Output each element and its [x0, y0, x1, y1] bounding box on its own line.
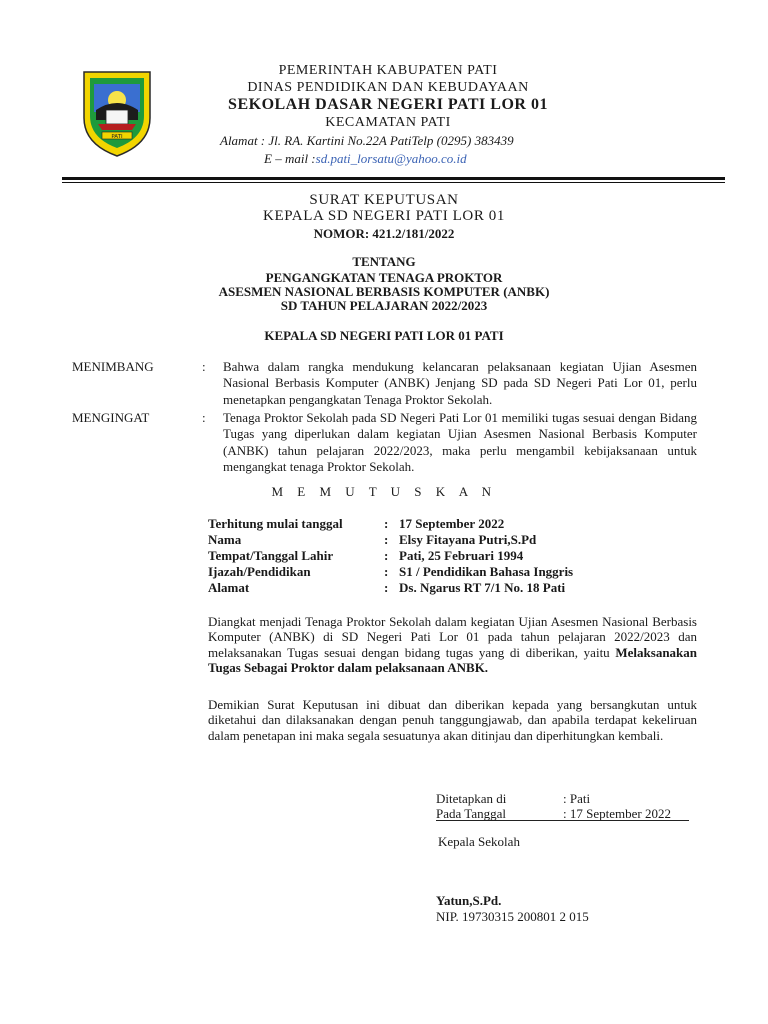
place-label: Ditetapkan di [436, 791, 507, 806]
table-row [208, 516, 573, 532]
appointment-task: Melaksanakan Tugas Sebagai Proktor dalam pelaksanaan ANBK. [208, 644, 698, 676]
district-name: KECAMATAN PATI [325, 115, 451, 130]
consideration-colon: : [202, 410, 206, 425]
detail-colon: : [384, 532, 389, 547]
consideration-colon: : [202, 359, 206, 374]
department-name: DINAS PENDIDIKAN DAN KEBUDAYAAN [247, 80, 529, 95]
consideration-text-mengingat: Tenaga Proktor Sekolah pada SD Negeri Pati Lor 01 memiliki tugas sesuai dengan Bidang Tugas yang diperlukan dalam kegiatan Ujian Asesmen Nasional Berbasis Komputer (ANBK) tahun pelajaran 2022/2023, maka perlu mengambil kebijaksanaan untuk mengangkat tenaga Proktor Sekolah. [223, 410, 697, 474]
date-underline [436, 820, 689, 821]
school-crest-logo [78, 66, 156, 158]
signer-position: Kepala Sekolah [438, 834, 520, 849]
appointment-paragraph [208, 614, 697, 676]
detail-colon: : [384, 548, 389, 563]
subject-line-2: ASESMEN NASIONAL BERBASIS KOMPUTER (ANBK) [218, 284, 550, 299]
consideration-text-menimbang: Bahwa dalam rangka mendukung kelancaran pelaksanaan kegiatan Ujian Asesmen Nasional Berbasis Komputer (ANBK) Jenjang SD pada SD Negeri Pati Lor 01, perlu menetapkan pengangkatan Tenaga Proktor Sekolah. [223, 359, 697, 407]
place-value: : Pati [563, 791, 591, 806]
logo-text: PATI [111, 134, 123, 140]
detail-colon: : [384, 564, 389, 579]
letterhead-rule-thick [62, 177, 725, 180]
decides-heading: M E M U T U S K A N [271, 484, 497, 499]
detail-key: Alamat [208, 580, 250, 595]
government-name: PEMERINTAH KABUPATEN PATI [278, 63, 498, 78]
authority-heading: KEPALA SD NEGERI PATI LOR 01 PATI [264, 328, 504, 343]
email-link[interactable]: sd.pati_lorsatu@yahoo.co.id [315, 151, 467, 166]
school-email-line [264, 151, 467, 167]
decree-title: SURAT KEPUTUSAN [309, 192, 459, 208]
date-label: Pada Tanggal [436, 806, 506, 821]
email-label: E – mail : [264, 151, 316, 166]
table-row [208, 548, 573, 564]
detail-key: Ijazah/Pendidikan [208, 564, 311, 579]
appointee-details-table [208, 516, 573, 596]
signer-name: Yatun,S.Pd. [436, 893, 502, 908]
detail-value: Ds. Ngarus RT 7/1 No. 18 Pati [399, 580, 566, 595]
detail-value: S1 / Pendidikan Bahasa Inggris [399, 564, 574, 579]
subject-line-1: PENGANGKATAN TENAGA PROKTOR [265, 270, 503, 285]
consideration-label-menimbang: MENIMBANG [72, 359, 154, 374]
detail-value: 17 September 2022 [399, 516, 505, 531]
detail-key: Terhitung mulai tanggal [208, 516, 343, 531]
subject-line-3: SD TAHUN PELAJARAN 2022/2023 [280, 298, 488, 313]
table-row [208, 580, 573, 596]
appointment-text: Diangkat menjadi Tenaga Proktor Sekolah dalam kegiatan Ujian Asesmen Nasional Berbasis Komputer (ANBK) di SD Negeri Pati Lor 01 pada tahun pelajaran 2022/2023 dan melaksanakan Tugas sesuai dengan bidang tugas yang di diberikan, yaitu [208, 614, 697, 660]
school-name: SEKOLAH DASAR NEGERI PATI LOR 01 [228, 96, 548, 113]
consideration-label-mengingat: MENGINGAT [72, 410, 150, 425]
detail-key: Nama [208, 532, 242, 547]
detail-value: Elsy Fitayana Putri,S.Pd [399, 532, 537, 547]
table-row [208, 532, 573, 548]
signer-nip: NIP. 19730315 200801 2 015 [436, 909, 589, 924]
detail-colon: : [384, 580, 389, 595]
about-heading: TENTANG [352, 254, 416, 269]
detail-colon: : [384, 516, 389, 531]
letterhead-rule-thin [62, 182, 725, 183]
closing-paragraph: Demikian Surat Keputusan ini dibuat dan diberikan kepada yang bersangkutan untuk diketahui dan dilaksanakan dengan penuh tanggungjawab, dan apabila terdapat kekeliruan dalam penetapan ini maka segala sesuatunya akan ditinjau dan diperhitungkan kembali. [208, 697, 697, 743]
decree-issuer: KEPALA SD NEGERI PATI LOR 01 [263, 208, 505, 224]
table-row [208, 564, 573, 580]
detail-value: Pati, 25 Februari 1994 [399, 548, 524, 563]
decree-number: NOMOR: 421.2/181/2022 [313, 226, 455, 241]
school-address: Alamat : Jl. RA. Kartini No.22A PatiTelp (0295) 383439 [220, 133, 514, 148]
detail-key: Tempat/Tanggal Lahir [208, 548, 334, 563]
date-value: : 17 September 2022 [563, 806, 671, 821]
